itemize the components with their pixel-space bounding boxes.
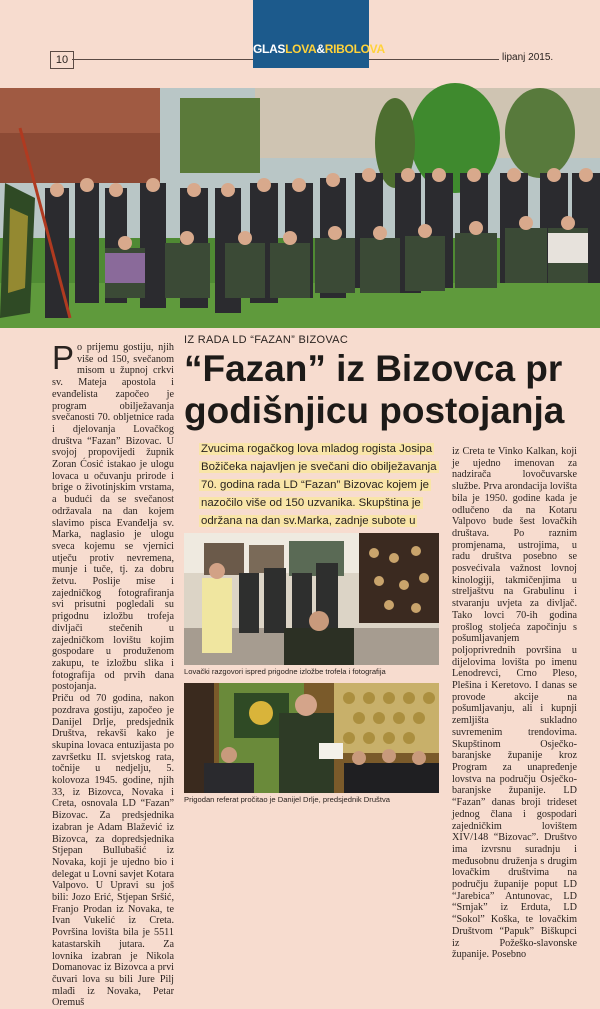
headline-line-1: “Fazan” iz Bizovca pr <box>184 348 563 389</box>
group-photo <box>0 88 600 328</box>
photo-caption-2: Prigodan referat pročitao je Danijel Drlje, predsjednik Društva <box>184 795 390 804</box>
lead-paragraph <box>199 440 442 548</box>
column-1-text: o prijemu gostiju, njih više od 150, svečanom misom u župnoj crkvi sv. Mateja apostola i evanđelista započeo je program obilježavanja svečanosti 70. obljetnice rada i djelovanja Lovačkog društva “Fazan” Bizovac. U svojoj propovijedi župnik Zoran Ćosić istakao je ulogu lovaca u očuvanju prirode i brige o životinjskim vrstama, a budući da se svečanost održavala na dan kojem slavimo pisca Evanđelja sv. Marka, naglasio je ulogu sveca kojemu se vjernici utječu protiv nevremena, munje i tuče, tj. za dobru žetvu. Poslije mise i zajedničkog fotografiranja svi prisutni pogledali su prigodnu izložbu trofeja divljači stečenih u zajedničkom lovištu kojim gospodare u produženom zakupu, te izložbu slika i fotografija od prvih dana postojanja. <box>52 342 174 693</box>
masthead-amp: & <box>316 42 325 56</box>
header-rule-right <box>369 59 499 60</box>
trophy-exhibition-photo <box>184 533 439 665</box>
article-headline <box>184 348 600 432</box>
speech-photo <box>184 683 439 793</box>
page-number: 10 <box>50 51 74 69</box>
section-label: IZ RADA LD “FAZAN” BIZOVAC <box>184 334 349 346</box>
headline-line-2: godišnjicu postojanja <box>184 390 565 431</box>
article-column-1 <box>52 339 174 1009</box>
article-column-3 <box>452 446 577 961</box>
lead-text: Zvucima rogačkog lova mladog rogista Josipa Božičeka najavljen je svečani dio obilježavanja 70. godina rada LD “Fazan” Bizovac kojem je nazočilo više od 150 uzvanika. Skupština je održana na dan sv.Marka, zadnje subote u <box>199 443 439 545</box>
drop-cap: P <box>52 339 75 376</box>
column-1-text-2: Priču od 70 godina, nakon pozdrava gostiju, započeo je Danijel Drlje, predsjednik Društva, rekavši kako je skupina lovaca entuzijasta po završetku II. svjetskog rata, točnije u nedjelju, 5. kolovoza 1945. godine, njih 33, iz Bizovca, Novaka i Creta, osnovala LD “Fazan” Bizovac. Za predsjednika izabran je Adam Blažević iz Bizovca, za dopredsjednika Stjepan Bullubašić iz Novaka, koji je ujedno bio i delegat u Lovni savjet Kotara Valpovo. U Upravi su još bili: Jozo Erić, Stjepan Sršić, Franjo Prodan iz Novaka, te Ivan Vukelić iz Creta. Površina lovišta bila je 5511 katastarskih jutara. Za lovnika izabran je Nikola Domanovac iz Bizovca a prvi čuvari lova su bili Jure Pilj mlađi iz Novaka, Petar Oremuš <box>52 693 174 1009</box>
photo-caption-1: Lovački razgovori ispred prigodne izložbe trofela i fotografija <box>184 667 386 676</box>
masthead-logo <box>253 0 385 68</box>
masthead-ribolova: RIBOLOVA <box>324 42 385 56</box>
header-rule <box>72 59 253 60</box>
masthead-glas: GLAS <box>253 42 286 56</box>
masthead-lova: LOVA <box>285 42 317 56</box>
column-3-text: iz Creta te Vinko Kalkan, koji je ujedno imenovan za nadzirača lovočuvarske službe. Prva arondacija lovišta bila je 1950. godine kada je odlučeno da na Kotaru Valpovo bude šest lovačkih društava. Po raznim promjenama, ustrojima, u radu društva posebno se posvećivala važnost lovnoj kinologiji, takmičenjima u streljaštvu na Grabulinu i stvaranju uvjeta za divljač. Tako lovci 70-ih godina prošlog stoljeća započinju s pošumljavanjem poljoprivrednih površina u dijelovima lovišta po imenu Lenodrevci, Crno Pleso, Plešina i Keretovo. I danas se provode akcije na pošumljavanju, ali i kupnji zemljišta sukladno suvremenim trendovima. Skupštinom Osječko-baranjske županije kroz Program za unapređenje lovstva na području Osječko-baranjske županije. LD “Fazan” danas broji trideset jednog člana i gospodari zajedničkim lovištem XIV/148 “Bizovac”. Društvo ima izvrsnu suradnju i međusobnu druženja s drugim lovačkim društvima na području županije poput LD “Jarebica” Antunovac, LD “Srnjak” iz Erduta, LD “Sokol” Koška, te lovačkim Društvom “Papuk” Biškupci iz Požeško-slavonske županije. Posebno <box>452 446 577 961</box>
issue-date: lipanj 2015. <box>502 52 554 63</box>
